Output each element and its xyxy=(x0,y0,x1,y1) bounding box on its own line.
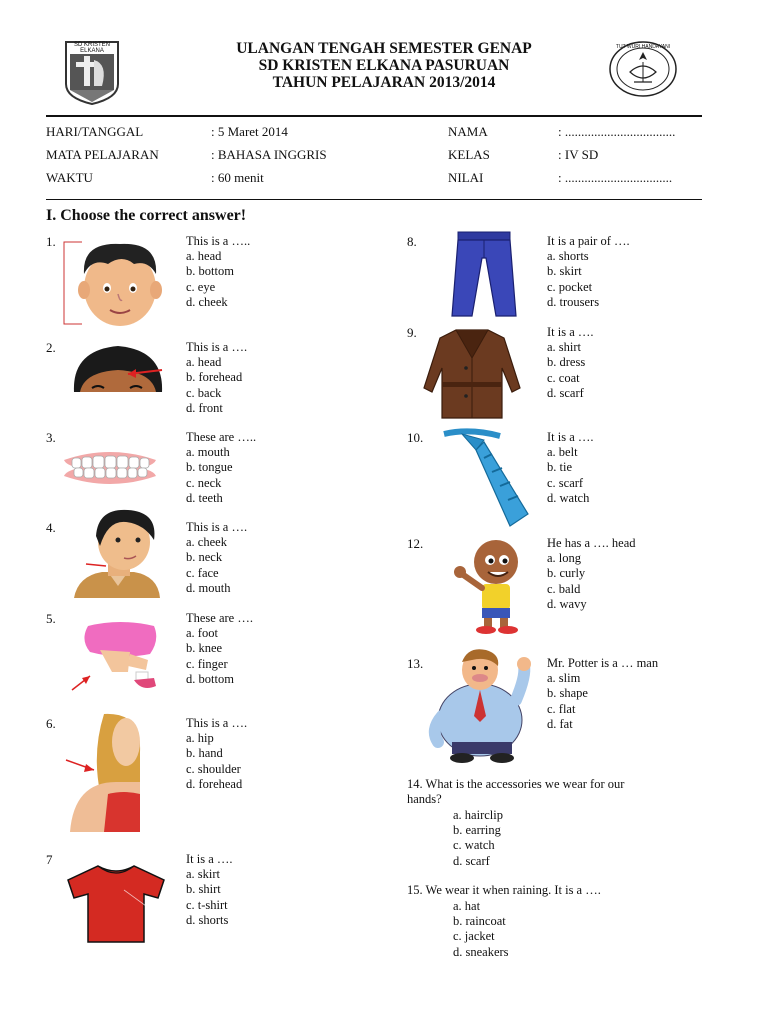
answer-option[interactable]: d. forehead xyxy=(186,776,243,791)
answer-option[interactable]: a. foot xyxy=(186,626,218,641)
question-number: 6. xyxy=(46,716,56,731)
answer-option[interactable]: a. long xyxy=(547,551,582,566)
fat-man-picture xyxy=(428,646,536,764)
answer-option[interactable]: c. scarf xyxy=(547,475,584,490)
answer-option[interactable]: d. scarf xyxy=(453,853,490,868)
kelas-label: KELAS xyxy=(448,147,490,162)
answer-option[interactable]: b. skirt xyxy=(547,264,582,279)
question-number: 9. xyxy=(407,325,417,340)
answer-option[interactable]: a. hat xyxy=(453,899,481,913)
answer-option[interactable]: c. bald xyxy=(547,581,581,596)
answer-option[interactable]: d. wavy xyxy=(547,596,587,611)
question-13 xyxy=(547,656,658,732)
answer-option[interactable]: d. trousers xyxy=(547,294,600,309)
question-15 xyxy=(407,883,601,898)
school-logo-text: SD KRISTEN ELKANA xyxy=(73,42,110,54)
question-14-options xyxy=(453,808,503,869)
knees-picture xyxy=(70,620,162,692)
answer-option[interactable]: c. eye xyxy=(186,279,216,294)
hari-label: HARI/TANGGAL xyxy=(46,124,144,139)
question-10 xyxy=(547,430,594,506)
question-number: 2. xyxy=(46,340,56,355)
forehead-picture xyxy=(70,344,166,392)
question-prompt: It is a …. xyxy=(547,430,594,444)
question-number: 3. xyxy=(46,430,56,445)
question-prompt: This is a ….. xyxy=(186,234,251,248)
question-14 xyxy=(407,777,624,807)
question-prompt: It is a pair of …. xyxy=(547,234,630,248)
waktu-value: : 60 menit xyxy=(211,170,264,185)
answer-option[interactable]: a. mouth xyxy=(186,445,230,460)
question-4 xyxy=(186,520,247,596)
answer-option[interactable]: d. watch xyxy=(547,490,590,505)
answer-option[interactable]: b. tie xyxy=(547,460,572,475)
mapel-value: : BAHASA INGGRIS xyxy=(211,147,327,162)
question-prompt: This is a …. xyxy=(186,520,248,534)
answer-option[interactable]: c. neck xyxy=(186,475,222,490)
question-number: 12. xyxy=(407,536,424,551)
exam-title: ULANGAN TENGAH SEMESTER GENAP xyxy=(236,40,532,57)
kelas-value: : IV SD xyxy=(558,147,599,162)
man-neck-picture xyxy=(72,506,162,598)
answer-option[interactable]: b. neck xyxy=(186,550,223,565)
question-number: 1. xyxy=(46,234,56,249)
question-3 xyxy=(186,430,256,506)
section-title: I. Choose the correct answer! xyxy=(46,207,247,224)
tut-wuri-handayani-text: TUT WURI HANDAYANI xyxy=(615,44,671,50)
answer-option[interactable]: d. sneakers xyxy=(453,944,509,959)
answer-option[interactable]: d. mouth xyxy=(186,580,231,595)
answer-option[interactable]: a. skirt xyxy=(186,867,221,882)
question-prompt: These are …. xyxy=(186,611,253,625)
nilai-label: NILAI xyxy=(448,170,484,185)
answer-option[interactable]: b. forehead xyxy=(186,370,243,385)
hari-value: : 5 Maret 2014 xyxy=(211,124,288,139)
answer-option[interactable]: d. scarf xyxy=(547,385,584,400)
bald-boy-picture xyxy=(450,538,530,636)
question-prompt: 15. We wear it when raining. It is a …. xyxy=(407,883,601,897)
answer-option[interactable]: c. coat xyxy=(547,370,580,385)
answer-option[interactable]: a. cheek xyxy=(186,535,227,550)
answer-option[interactable]: c. face xyxy=(186,565,219,580)
answer-option[interactable]: c. back xyxy=(186,385,222,400)
trousers-picture xyxy=(448,230,520,320)
question-prompt: Mr. Potter is a … man xyxy=(547,656,659,670)
question-number: 5. xyxy=(46,611,56,626)
waktu-label: WAKTU xyxy=(46,170,93,185)
answer-option[interactable]: c. jacket xyxy=(453,929,495,944)
question-15-options xyxy=(453,899,509,960)
answer-option[interactable]: d. cheek xyxy=(186,294,228,309)
answer-option[interactable]: a. hairclip xyxy=(453,808,503,822)
answer-option[interactable]: a. slim xyxy=(547,671,581,686)
answer-option[interactable]: c. pocket xyxy=(547,279,593,294)
answer-option[interactable]: b. curly xyxy=(547,566,586,581)
question-number: 7 xyxy=(46,852,53,867)
answer-option[interactable]: a. hip xyxy=(186,731,214,746)
question-1 xyxy=(186,234,250,310)
answer-option[interactable]: a. shorts xyxy=(547,249,589,264)
question-9 xyxy=(547,325,594,401)
answer-option[interactable]: b. dress xyxy=(547,355,586,370)
question-number: 4. xyxy=(46,520,56,535)
question-2 xyxy=(186,340,247,416)
nilai-value: : ................................. xyxy=(558,170,673,185)
answer-option[interactable]: a. head xyxy=(186,249,222,264)
answer-option[interactable]: a. shirt xyxy=(547,340,582,355)
info-divider xyxy=(46,199,702,200)
question-prompt: It is a …. xyxy=(186,852,233,866)
teeth-picture xyxy=(62,448,158,488)
nama-value: : .................................. xyxy=(558,124,676,139)
answer-option[interactable]: c. flat xyxy=(547,701,576,716)
answer-option[interactable]: c. watch xyxy=(453,838,495,853)
brown-coat-picture xyxy=(420,328,524,420)
answer-option[interactable]: b. bottom xyxy=(186,264,234,279)
boy-face-picture xyxy=(62,238,166,328)
mapel-label: MATA PELAJARAN xyxy=(46,147,159,162)
question-prompt-continued: hands? xyxy=(407,792,442,807)
question-prompt: It is a …. xyxy=(547,325,594,339)
answer-option[interactable]: b. shirt xyxy=(186,882,221,897)
answer-option[interactable]: a. belt xyxy=(547,445,578,460)
question-5 xyxy=(186,611,253,687)
question-number: 13. xyxy=(407,656,424,671)
question-prompt: 14. What is the accessories we wear for our xyxy=(407,777,625,791)
question-number: 8. xyxy=(407,234,417,249)
answer-option[interactable]: d. fat xyxy=(547,716,573,731)
answer-option[interactable]: b. knee xyxy=(186,641,223,656)
answer-option[interactable]: b. earring xyxy=(453,823,501,838)
question-8 xyxy=(547,234,630,310)
answer-option[interactable]: d. front xyxy=(186,400,223,415)
question-prompt: He has a …. head xyxy=(547,536,636,550)
school-name: SD KRISTEN ELKANA PASURUAN xyxy=(258,57,510,74)
answer-option[interactable]: c. shoulder xyxy=(186,761,241,776)
question-number: 10. xyxy=(407,430,424,445)
answer-option[interactable]: b. raincoat xyxy=(453,914,506,929)
question-prompt: This is a …. xyxy=(186,716,248,730)
question-12 xyxy=(547,536,636,612)
answer-option[interactable]: b. tongue xyxy=(186,460,233,475)
question-prompt: This is a …. xyxy=(186,340,248,354)
woman-shoulder-picture xyxy=(64,712,142,832)
question-7 xyxy=(186,852,233,928)
answer-option[interactable]: d. shorts xyxy=(186,912,229,927)
question-prompt: These are ….. xyxy=(186,430,257,444)
answer-option[interactable]: c. t-shirt xyxy=(186,897,228,912)
question-6 xyxy=(186,716,247,792)
nama-label: NAMA xyxy=(448,124,488,139)
blue-tie-picture xyxy=(440,428,532,528)
red-tshirt-picture xyxy=(64,864,168,944)
answer-option[interactable]: b. shape xyxy=(547,686,588,701)
answer-option[interactable]: a. head xyxy=(186,355,222,370)
answer-option[interactable]: d. bottom xyxy=(186,671,234,686)
header-divider xyxy=(46,115,702,117)
answer-option[interactable]: d. teeth xyxy=(186,490,223,505)
academic-year: TAHUN PELAJARAN 2013/2014 xyxy=(272,74,496,91)
answer-option[interactable]: b. hand xyxy=(186,746,223,761)
answer-option[interactable]: c. finger xyxy=(186,656,228,671)
